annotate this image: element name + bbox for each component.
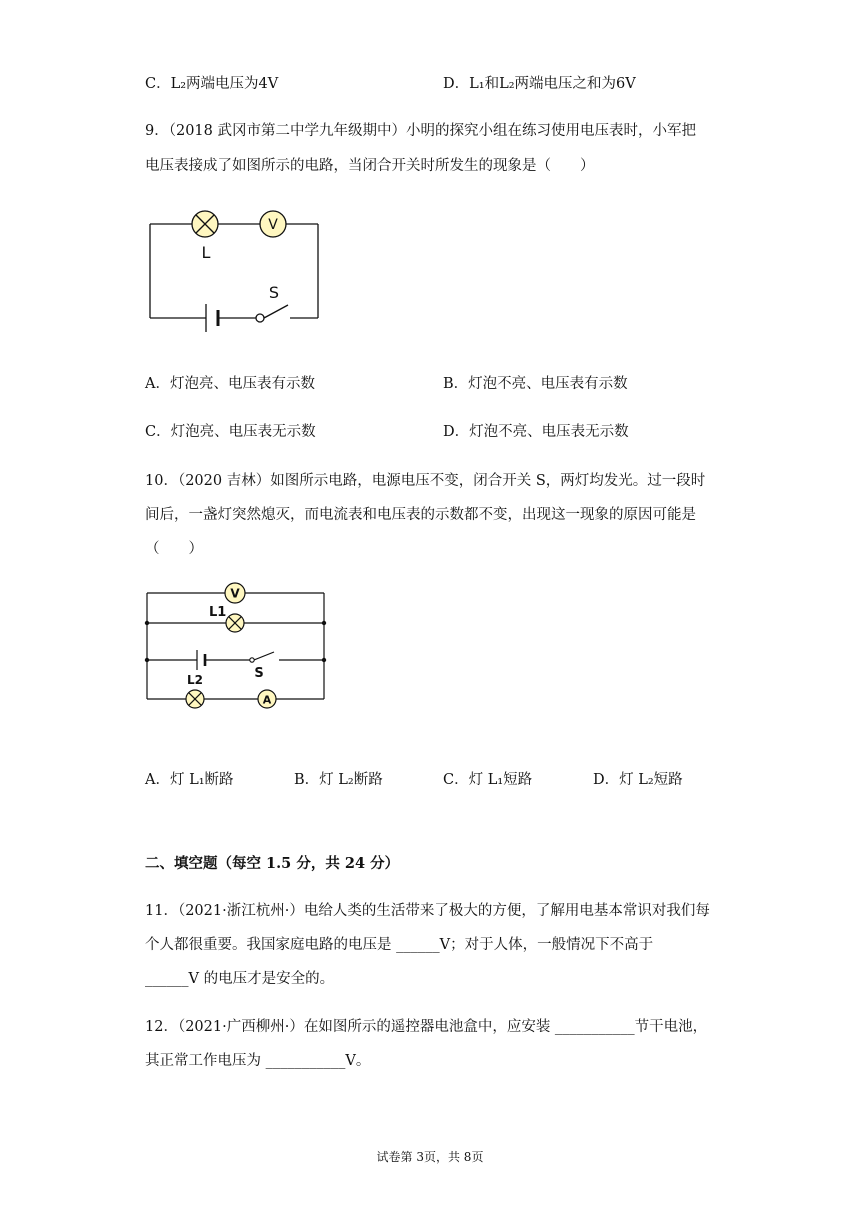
q8-option-c[interactable]: C．L₂两端电压为4V	[145, 76, 279, 92]
q9-option-d[interactable]: D．灯泡不亮、电压表无示数	[443, 424, 629, 440]
q10-lamp-l2-icon	[186, 690, 204, 708]
q9-text-line1: 9．（2018 武冈市第二中学九年级期中）小明的探究小组在练习使用电压表时，小军把	[145, 123, 696, 139]
q11-text-line3: ______V 的电压才是安全的。	[145, 971, 335, 987]
q8-option-d[interactable]: D．L₁和L₂两端电压之和为6V	[443, 76, 636, 92]
q9-lamp-label: L	[201, 243, 211, 262]
q9-option-a[interactable]: A．灯泡亮、电压表有示数	[145, 376, 315, 392]
q10-option-a[interactable]: A．灯 L₁断路	[145, 772, 234, 788]
q10-option-c[interactable]: C．灯 L₁短路	[443, 772, 533, 788]
q9-text-line2: 电压表接成了如图所示的电路，当闭合开关时所发生的现象是（ ）	[145, 158, 595, 174]
q11-text-line2: 个人都很重要。我国家庭电路的电压是 ______V；对于人体，一般情况下不高于	[145, 937, 654, 953]
q10-circuit-diagram	[140, 578, 335, 718]
section-2-title: 二、填空题（每空 1.5 分，共 24 分）	[145, 855, 400, 872]
q10-lamp-l2-label: L2	[187, 673, 203, 687]
q12-text-line1: 12．（2021·广西柳州·）在如图所示的遥控器电池盒中，应安装 ___________节干电池，	[145, 1019, 708, 1035]
q9-circuit-diagram	[140, 200, 330, 340]
page-footer: 试卷第 3页，共 8页	[376, 1150, 484, 1164]
q11-text-line1: 11．（2021·浙江杭州·）电给人类的生活带来了极大的方便，了解用电基本常识对我们每	[145, 903, 710, 919]
q9-option-b[interactable]: B．灯泡不亮、电压表有示数	[443, 376, 628, 392]
q10-option-b[interactable]: B．灯 L₂断路	[294, 772, 383, 788]
q9-lamp-icon	[192, 211, 218, 237]
q9-option-c[interactable]: C．灯泡亮、电压表无示数	[145, 424, 316, 440]
q10-voltmeter-label: V	[230, 586, 240, 601]
q10-option-d[interactable]: D．灯 L₂短路	[593, 772, 683, 788]
q10-ammeter-label: A	[262, 693, 272, 707]
q9-switch-label: S	[268, 283, 280, 302]
q9-switch-icon	[256, 314, 264, 322]
q12-text-line2: 其正常工作电压为 ___________V。	[145, 1053, 371, 1069]
q10-switch-icon	[250, 658, 254, 662]
q10-text-line1: 10．（2020 吉林）如图所示电路，电源电压不变，闭合开关 S，两灯均发光。过一段时	[145, 473, 706, 489]
q10-text-line2: 间后，一盏灯突然熄灭，而电流表和电压表的示数都不变，出现这一现象的原因可能是	[145, 507, 696, 523]
q10-switch-label: S	[254, 666, 264, 681]
q10-lamp-l1-icon	[226, 614, 244, 632]
q10-text-line3: （ ）	[145, 541, 203, 557]
q9-voltmeter-label: V	[268, 217, 278, 233]
q10-lamp-l1-label: L1	[209, 605, 227, 620]
